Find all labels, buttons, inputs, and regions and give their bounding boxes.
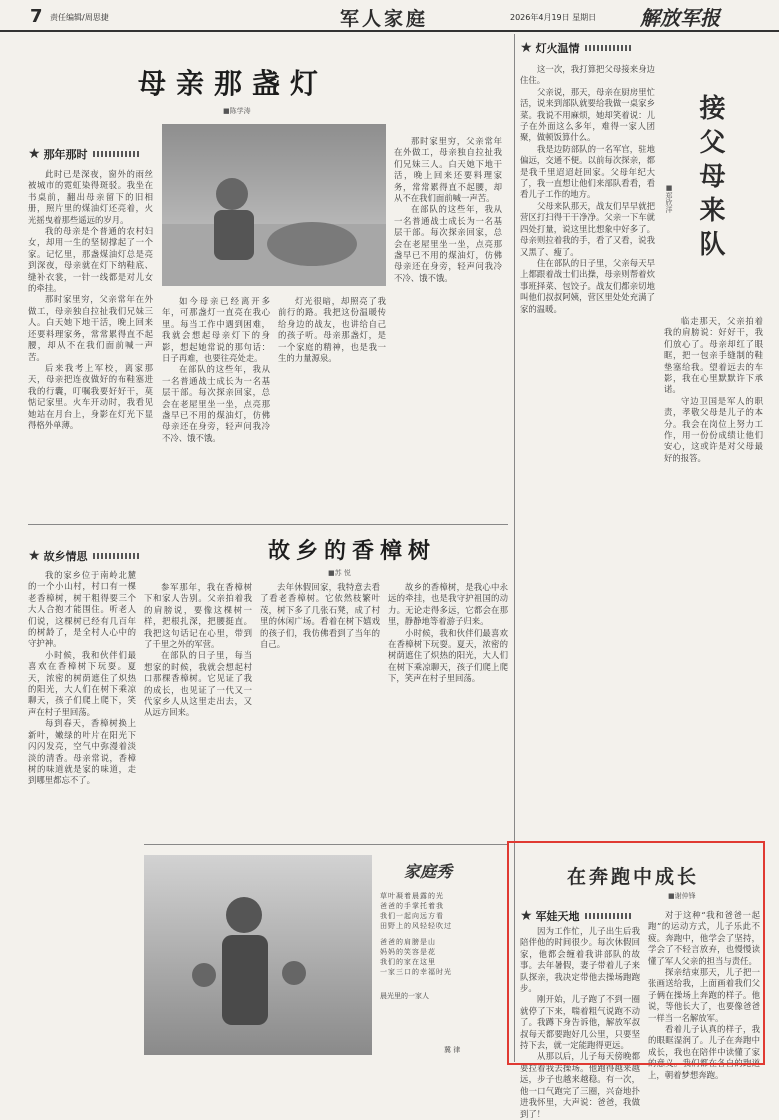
article1-col4: 那时家里穷，父亲常年在外做工，母亲独自拉扯我们兄妹三人。白天她下地干活，晚上回来还要料理家务，常常累得直不起腰，却从不在我们面前喊一声苦。 在部队的这些年，我从一名普通战士成长为一名基层干部。每次探亲回家，总会在老屋里坐一坐，点亮那盏早已不用的煤油灯，仿佛母亲还在身旁，轻声问我冷不冷、饿不饿。 <box>394 136 502 283</box>
star-icon: ★ <box>28 548 41 564</box>
section-title: 军人家庭 <box>340 8 429 30</box>
article2-col1: 我的家乡位于南岭北麓的一个小山村，村口有一棵老香樟树，树干粗得要三个大人合抱才能围住。听老人们说，这棵树已经有几百年的树龄了，是全村人心中的守护神。 小时候，我和伙伴们最喜欢在香樟树下玩耍。夏天，浓密的树荫遮住了炽热的阳光，大人们在树下乘凉聊天，孩子们爬上爬下，笑声在村子里回荡。 每到春天，香樟树换上新叶，嫩绿的叶片在阳光下闪闪发亮，空气中弥漫着淡淡的清香。母亲常说，香樟树的味道就是家的味道，走到哪里都忘不了。 <box>28 570 136 786</box>
star-icon: ★ <box>28 146 41 162</box>
article3-tag: ★ 灯火温情 <box>520 40 631 56</box>
family-illustration <box>144 855 372 1055</box>
star-icon: ★ <box>520 40 533 56</box>
article2-col2: 参军那年，我在香樟树下和家人告别。父亲拍着我的肩膀说，要像这棵树一样，把根扎深，把腰挺直。我把这句话记在心里，带到了千里之外的军营。 在部队的日子里，每当想家的时候，我就会想起村口那棵香樟树。它见证了我的成长，也见证了一代又一代家乡人从这里走出去，又从远方回来。 <box>144 582 252 718</box>
article2-col3: 去年休假回家，我特意去看了看老香樟树。它依然枝繁叶茂，树下多了几张石凳，成了村里的休闲广场。看着在树下嬉戏的孩子们，我仿佛看到了当年的自己。 <box>260 582 380 650</box>
article1-photo <box>162 124 386 286</box>
article3-col1: 这一次，我打算把父母接来身边住住。 父亲说，那天，母亲在厨房里忙活，说来到部队就要给我做一桌家乡菜。我说不用麻烦，她却笑着说：儿子在外面这么多年，难得一家人团聚，做顿饭算什么。 我是边防部队的一名军官，驻地偏远，交通不便。以前每次探亲，都是我千里迢迢赶回家。父母年纪大了，我一直想让他们来部队看看，看看儿子工作的地方。 父母来队那天，战友们早早就把营区打扫得干干净净。父亲一下车就四处打量，说这里比想象中好多了。母亲则拉着我的手，看了又看，说我又黑了、瘦了。 住在部队的日子里，父亲每天早上都跟着战士们出操，母亲则帮着炊事班择菜、包饺子。战友们都亲切地叫他们叔叔阿姨，营区里处处充满了家的温暖。 <box>520 64 655 314</box>
article3-col2: 临走那天，父亲拍着我的肩膀说：好好干，我们放心了。母亲却红了眼眶，把一包亲手缝制的鞋垫塞给我。望着远去的车影，我在心里默默许下承诺。 守边卫国是军人的职责，孝敬父母是儿子的本分。我会在岗位上努力工作，用一份份成绩让他们安心，这或许是对父母最好的报答。 <box>664 316 763 463</box>
feature-poem: 草叶凝着晨露的光 爸爸的手掌托着我 我们一起向远方看 田野上的风轻轻吹过 爸爸的肩膀是山 妈妈的笑容是花 我们的家在这里 一家三口的幸福时光 <box>380 892 452 976</box>
feature-title: 家庭秀 <box>404 862 453 881</box>
article4-col1: 因为工作忙，儿子出生后我陪伴他的时间很少。每次休假回家，他都会缠着我讲部队的故事。去年暑假，妻子带着儿子来队探亲，我决定带他去操场跑跑步。 刚开始，儿子跑了不到一圈就停了下来，喘着粗气说跑不动了。我蹲下身告诉他，解放军叔叔每天都要跑好几公里，只要坚持下去，就一定能跑得更远。 从那以后，儿子每天傍晚都要拉着我去操场。他跑得越来越远，步子也越来越稳。有一次，他一口气跑完了三圈，兴奋地扑进我怀里，大声说：爸爸，我做到了！ <box>520 926 640 1119</box>
article3-title: 接父母来队 <box>695 94 725 264</box>
article4-col2: 对于这种“我和爸爸一起跑”的运动方式，儿子乐此不疲。奔跑中，他学会了坚持，学会了不轻言放弃，也慢慢读懂了军人父亲的担当与责任。 探亲结束那天，儿子把一张画送给我，上面画着我们父子俩在操场上奔跑的样子。他说，等他长大了，也要像爸爸一样当一名解放军。 看着儿子认真的样子，我的眼眶湿润了。儿子在奔跑中成长，我也在陪伴中读懂了家的意义。我们都在各自的跑道上，朝着梦想奔跑。 <box>648 910 760 1080</box>
article1-col3: 灯光很暗，却照亮了我前行的路。我把这份温暖传给身边的战友，也讲给自己的孩子听。母亲那盏灯，是一个家庭的精神，也是我一生的力量源泉。 <box>278 296 386 364</box>
masthead <box>0 0 779 32</box>
photographer-name: 冀 律 <box>444 1046 461 1054</box>
article4-tag: ★ 军娃天地 <box>520 908 631 924</box>
article4-byline: ■谢仲锋 <box>668 892 696 900</box>
page-number: 7 <box>30 6 43 27</box>
issue-date: 2026年4月19日 星期日 <box>510 13 597 22</box>
article4-highlight-frame <box>507 841 765 1119</box>
article1-byline: ■陈学涛 <box>223 107 251 115</box>
article1-title: 母亲那盏灯 <box>138 67 329 100</box>
family-photo <box>144 855 372 1055</box>
article2-col4: 故乡的香樟树，是我心中永远的牵挂，也是我守护祖国的动力。无论走得多远，它都会在那里，静静地等着游子归来。 小时候，我和伙伴们最喜欢在香樟树下玩耍。夏天，浓密的树荫遮住了炽热的阳光，大人们在树下乘凉聊天，孩子们爬上爬下，笑声在村子里回荡。 <box>388 582 508 684</box>
article1-col1: 此时已是深夜，窗外的雨丝被城市的霓虹染得斑驳。我坐在书桌前，翻出母亲留下的旧相册，照片里的煤油灯还亮着，火光摇曳着那些遥远的岁月。 我的母亲是个普通的农村妇女，却用一生的坚韧撑起了一个家。记忆里，那盏煤油灯总是亮到深夜，母亲就在灯下纳鞋底、缝补衣裳，一针一线都是对儿女的牵挂。 那时家里穷，父亲常年在外做工，母亲独自拉扯我们兄妹三人。白天她下地干活，晚上回来还要料理家务，常常累得直不起腰，却从不在我们面前喊一声苦。 后来我考上军校，离家那天，母亲把连夜做好的布鞋塞进我的行囊，叮嘱我要好好干，莫惦记家里。火车开动时，我看见她站在月台上，身影在灯光下显得格外单薄。 <box>28 169 153 430</box>
article3-byline: ■郑欣洋 <box>665 184 673 213</box>
article4-title: 在奔跑中成长 <box>566 866 699 888</box>
article1-tag: ★ 那年那时 <box>28 146 139 162</box>
newspaper-logo: 解放军报 <box>640 6 720 30</box>
article2-byline: ■苏 悦 <box>328 569 351 577</box>
feature-box <box>144 844 508 1063</box>
article2-tag: ★ 故乡情思 <box>28 548 139 564</box>
star-icon: ★ <box>520 908 533 924</box>
article1-col2: 如今母亲已经离开多年，可那盏灯一直亮在我心里。每当工作中遇到困难，我就会想起母亲灯下的身影，想起她常说的那句话：日子再难，也要往亮处走。 在部队的这些年，我从一名普通战士成长为一名基层干部。每次探亲回家，总会在老屋里坐一坐，点亮那盏早已不用的煤油灯，仿佛母亲还在身旁，轻声问我冷不冷、饿不饿。 <box>162 296 270 443</box>
article2-title: 故乡的香樟树 <box>268 538 437 564</box>
editors: 责任编辑/周思捷 <box>50 13 109 22</box>
photo-caption: 晨光里的一家人 <box>380 992 429 1000</box>
mother-sewing-illustration <box>162 124 386 286</box>
divider <box>28 524 508 525</box>
